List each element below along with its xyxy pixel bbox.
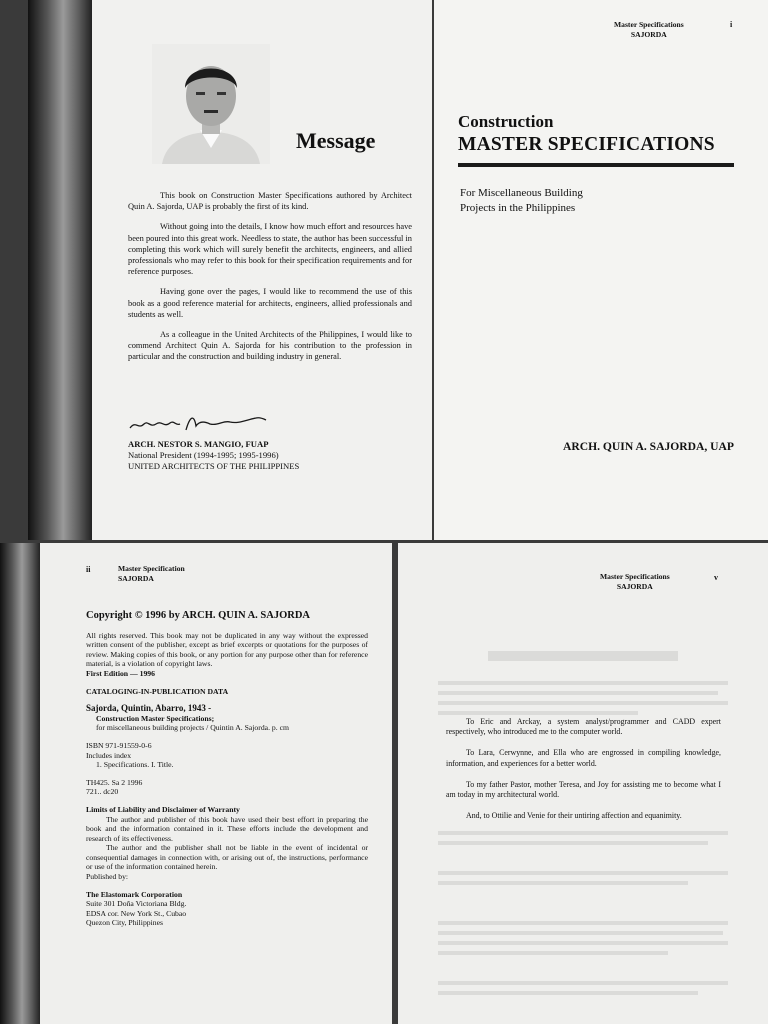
running-head bbox=[600, 572, 670, 592]
running-head-author: SAJORDA bbox=[118, 574, 154, 583]
classification: TH425. Sa 2 1996 bbox=[86, 777, 143, 787]
message-paragraph: As a colleague in the United Architects of the Philippines, I would like to commend Architect Quin A. Sajorda for his contribution to the profession in particular and the construction and building industry in general. bbox=[128, 330, 412, 362]
message-paragraph: Having gone over the pages, I would like to recommend the use of this book as a good reference material for architects, engineers, allied professionals and students as well. bbox=[128, 287, 412, 319]
page-number: v bbox=[714, 573, 718, 582]
publisher-name: The Elastomark Corporation bbox=[86, 889, 183, 899]
message-body bbox=[128, 190, 412, 372]
book-subtitle bbox=[460, 186, 583, 216]
title-page bbox=[434, 0, 768, 540]
cip-heading: CATALOGING-IN-PUBLICATION DATA bbox=[86, 686, 229, 696]
running-head bbox=[614, 20, 684, 40]
subtitle-line: Projects in the Philippines bbox=[460, 202, 576, 214]
ack-paragraph: To Lara, Cerwynne, and Ella who are engrossed in compiling knowledge, information, and experiences for a better world. bbox=[446, 748, 721, 768]
includes-index: Includes index bbox=[86, 750, 132, 760]
subtitle-line: For Miscellaneous Building bbox=[460, 187, 583, 199]
cip-title: Construction Master Specifications; bbox=[96, 713, 215, 723]
copyright-page bbox=[40, 543, 392, 1024]
edition: First Edition — 1996 bbox=[86, 668, 155, 678]
liability-heading: Limits of Liability and Disclaimer of Warranty bbox=[86, 804, 240, 814]
message-paragraph: Without going into the details, I know how much effort and resources have been poured into this great work. Needless to state, the author has been successful in completing this work which will surely benefit the architects, engineers, and allied professionals who may refer to this book for their specification requirements and for reference purposes. bbox=[128, 222, 412, 277]
book-title-line1: Construction bbox=[458, 112, 554, 131]
book-title-line2: MASTER SPECIFICATIONS bbox=[458, 134, 715, 155]
scan-edge-bottom bbox=[0, 543, 40, 1024]
rights-statement: All rights reserved. This book may not be duplicated in any way without the expressed written consent of the publisher, except as brief excerpts or quotations for the purposes of review. Making copies of this book, or any portion for any purpose other than for reference material, is a violation of copyright laws. bbox=[86, 630, 368, 669]
message-page bbox=[92, 0, 432, 540]
scan-edge-top bbox=[28, 0, 92, 540]
publisher-address: Suite 301 Doña Victoriana Bldg. bbox=[86, 899, 187, 909]
running-head-author: SAJORDA bbox=[616, 582, 653, 591]
isbn: ISBN 971-91559-0-6 bbox=[86, 740, 152, 750]
subjects: 1. Specifications. I. Title. bbox=[96, 760, 174, 770]
running-head-author: SAJORDA bbox=[630, 30, 667, 39]
cip-subtitle: for miscellaneous building projects / Quintin A. Sajorda. p. cm bbox=[96, 723, 290, 733]
ack-paragraph: To my father Pastor, mother Teresa, and Joy for assisting me to become what I am today in my architectural world. bbox=[446, 779, 721, 800]
page-number: ii bbox=[86, 565, 91, 574]
message-paragraph: This book on Construction Master Specifications authored by Architect Quin A. Sajorda, UAP is probably the first of its kind. bbox=[128, 191, 412, 212]
published-by: Published by: bbox=[86, 872, 129, 882]
copyright-line: Copyright © 1996 by ARCH. QUIN A. SAJORDA bbox=[86, 610, 310, 621]
signatory-org: UNITED ARCHITECTS OF THE PHILIPPINES bbox=[128, 461, 300, 471]
liability-paragraph: The author and publisher of this book have used their best effort in preparing the book and the information contained in it. These efforts include the development and research of its effectiveness. bbox=[86, 814, 368, 843]
publisher-address: EDSA cor. New York St., Cubao bbox=[86, 908, 187, 918]
title-rule bbox=[458, 163, 734, 167]
running-head-title: Master Specifications bbox=[600, 572, 670, 581]
classification-dewey: 721.. dc20 bbox=[86, 787, 119, 797]
handwritten-signature bbox=[128, 410, 268, 441]
running-head-title: Master Specification bbox=[118, 564, 185, 573]
ack-paragraph: To Eric and Arckay, a system analyst/programmer and CADD expert respectively, who introduced me to the computer world. bbox=[446, 717, 721, 737]
running-head bbox=[118, 564, 185, 584]
signatory-name: ARCH. NESTOR S. MANGIO, FUAP bbox=[128, 439, 269, 449]
liability-paragraph: The author and the publisher shall not be liable in the event of incidental or consequential damages in connection with, or arising out of, the instructions, performance or use of the information contained herein. bbox=[86, 843, 368, 872]
publisher-address: Quezon City, Philippines bbox=[86, 918, 164, 928]
author-portrait bbox=[152, 44, 270, 164]
book-author: ARCH. QUIN A. SAJORDA, UAP bbox=[562, 440, 734, 453]
signature-block bbox=[128, 439, 299, 472]
running-head-title: Master Specifications bbox=[614, 20, 684, 29]
message-title: Message bbox=[296, 128, 376, 153]
cip-author: Sajorda, Quintin, Abarro, 1943 - bbox=[86, 703, 212, 714]
copyright-body bbox=[86, 611, 368, 928]
acknowledgement-page bbox=[398, 543, 768, 1024]
ack-paragraph: And, to Ottilie and Venie for their untiring affection and equanimity. bbox=[466, 811, 682, 821]
signatory-title: National President (1994-1995; 1995-1996) bbox=[128, 450, 279, 460]
page-number: i bbox=[730, 20, 733, 29]
acknowledgement-body bbox=[446, 717, 721, 832]
